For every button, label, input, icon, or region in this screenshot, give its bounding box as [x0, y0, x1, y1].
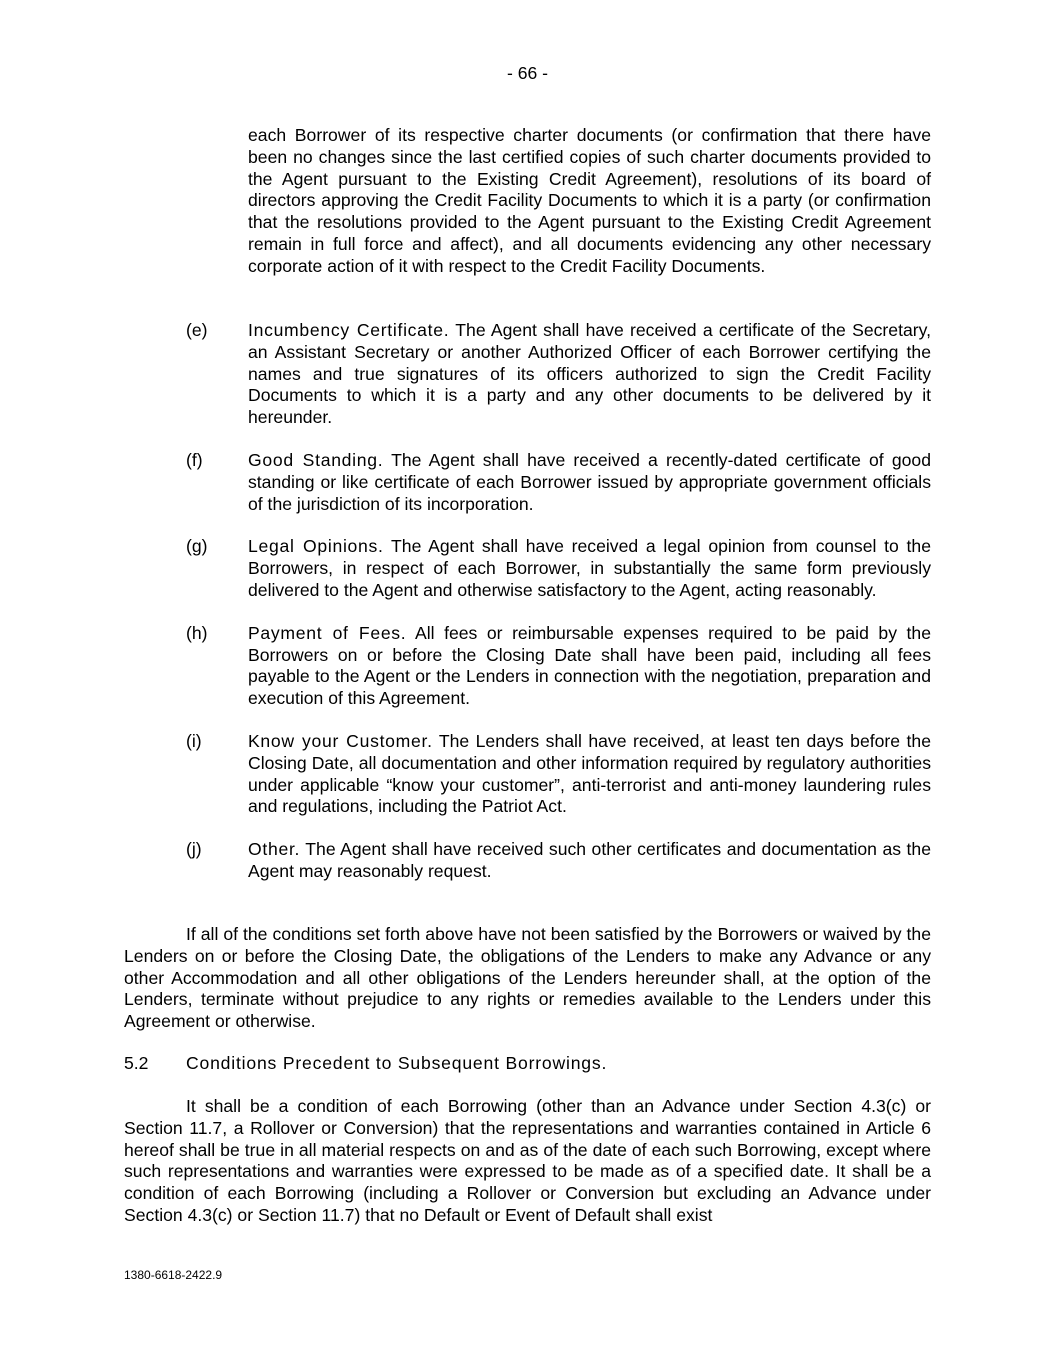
item-heading: Incumbency Certificate.: [248, 320, 450, 340]
item-text: All fees or reimbursable expenses required to be paid by the Borrowers on or before the Closing Date shall have been paid, including all fees payable to the Agent or the Lenders in connection with the negotiation, preparation and execution of this Agreement.: [248, 622, 931, 709]
item-heading: Other.: [248, 839, 301, 860]
intro-paragraph: each Borrower of its respective charter documents (or confirmation that there have been no changes since the last certified copies of such charter documents provided to the Agent pursuant to the Existing Credit Agreement), resolutions of its board of directors approving the Credit Facility Documents to which it is a party (or confirmation that the resolutions provided to the Agent pursuant to the Existing Credit Agreement remain in full force and affect), and all documents evidencing any other necessary corporate action of it with respect to the Credit Facility Documents.: [248, 125, 931, 276]
item-label: (i): [186, 730, 202, 751]
document-code: 1380-6618-2422.9: [124, 1268, 223, 1282]
item-heading: Payment of Fees.: [248, 622, 407, 643]
section-number: 5.2: [124, 1053, 149, 1073]
item-body: [248, 839, 931, 883]
item-body: [248, 731, 931, 818]
item-heading: Know your Customer.: [248, 730, 433, 751]
item-text: The Agent shall have received a legal opinion from counsel to the Borrowers, in respect of each Borrower, in substantially the same form previously delivered to the Agent and otherwise satisfactory to the Agent, acting reasonably.: [248, 536, 931, 600]
list-item-g: [186, 536, 931, 601]
item-label: (j): [186, 839, 202, 860]
item-text: The Agent shall have received a recently-dated certificate of good standing or like certificate of each Borrower issued by appropriate government officials of the jurisdiction of its incorporation.: [248, 449, 931, 514]
item-body: [248, 320, 931, 429]
item-body: [248, 623, 931, 710]
page-number: - 66 -: [506, 63, 549, 83]
item-heading: Good Standing.: [248, 449, 384, 470]
section-paragraph: It shall be a condition of each Borrowing (other than an Advance under Section 4.3(c) or Section 11.7, a Rollover or Conversion) that the representations and warranties contained in Article 6 hereof shall be true in all material respects on and as of the date of each such Borrowing, except where such representations and warranties were expressed to be made as of a specified date. It shall be a condition of each Borrowing (including a Rollover or Conversion but excluding an Advance under Section 4.3(c) or Section 11.7) that no Default or Event of Default shall exist: [124, 1096, 931, 1225]
item-label: (e): [186, 320, 208, 340]
item-body: [248, 536, 931, 601]
list-item-j: [186, 839, 931, 883]
list-item-e: [186, 320, 931, 429]
list-item-h: [186, 623, 931, 710]
item-text: The Lenders shall have received, at least ten days before the Closing Date, all documentation and other information required by regulatory authorities under applicable “know your customer”, anti-terrorist and anti-money laundering rules and regulations, including the Patriot Act.: [248, 730, 931, 817]
conditions-list: [186, 320, 931, 904]
item-label: (f): [186, 449, 203, 470]
section-heading: [124, 1053, 607, 1075]
item-label: (h): [186, 622, 208, 643]
list-item-f: [186, 450, 931, 515]
item-heading: Legal Opinions.: [248, 536, 384, 557]
item-text: The Agent shall have received a certificate of the Secretary, an Assistant Secretary or another Authorized Officer of each Borrower certifying the names and true signatures of its officers authorized to sign the Credit Facility Documents to which it is a party and any other documents to be delivered by it hereunder.: [248, 320, 931, 428]
list-item-i: [186, 731, 931, 818]
item-label: (g): [186, 536, 208, 557]
item-text: The Agent shall have received such other certificates and documentation as the Agent may reasonably request.: [248, 839, 931, 881]
conditions-paragraph: If all of the conditions set forth above have not been satisfied by the Borrowers or waived by the Lenders on or before the Closing Date, the obligations of the Lenders to make any Advance or any other Accommodation and all other obligations of the Lenders hereunder shall, at the option of the Lenders, terminate without prejudice to any rights or remedies available to the Lenders under this Agreement or otherwise.: [124, 924, 931, 1032]
section-title: Conditions Precedent to Subsequent Borrowings.: [186, 1053, 608, 1073]
item-body: [248, 450, 931, 515]
